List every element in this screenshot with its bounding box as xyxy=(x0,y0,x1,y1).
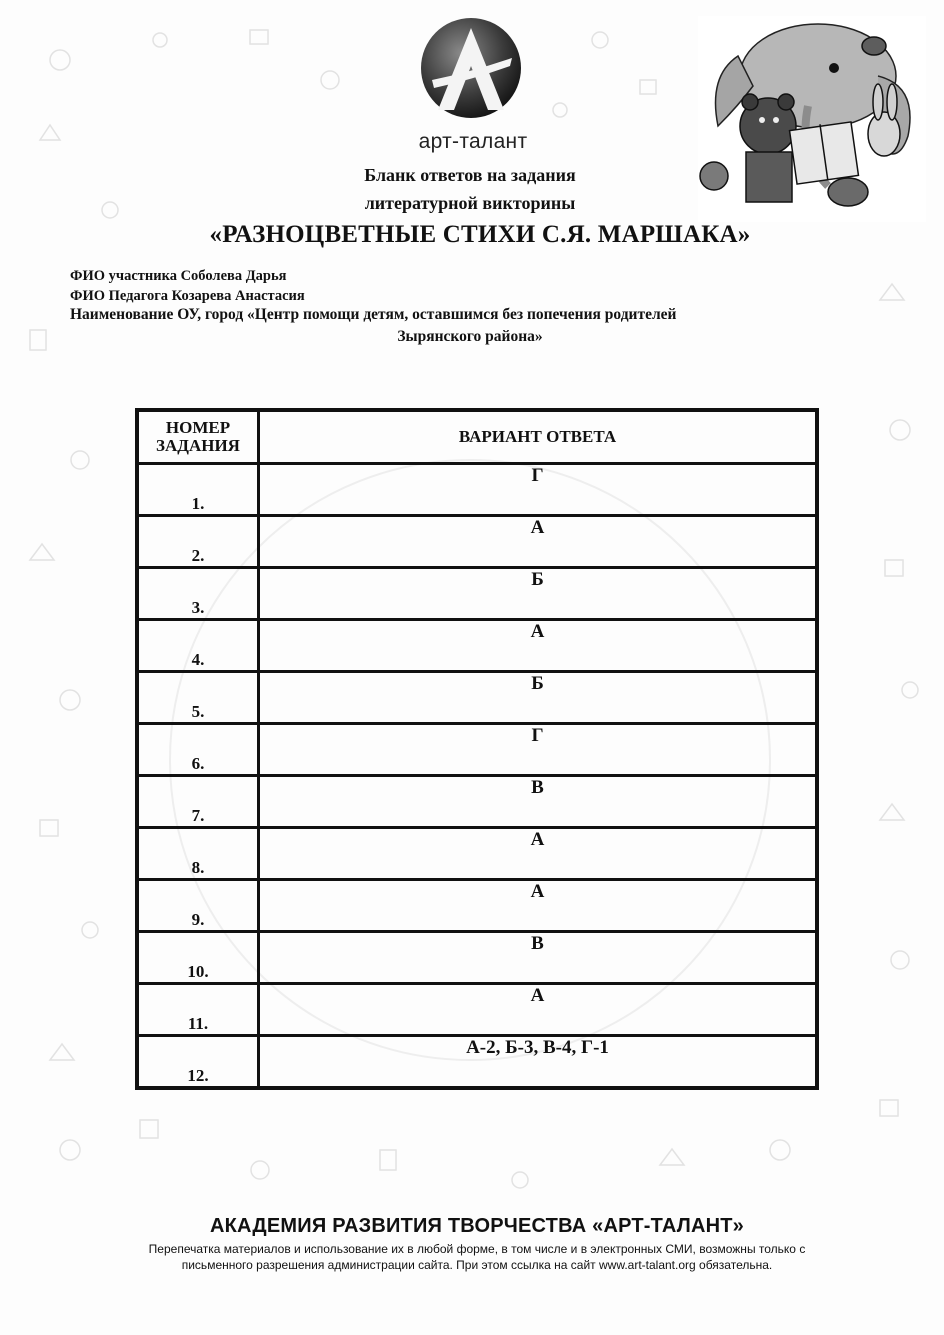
table-row xyxy=(137,620,817,672)
column-header-number: НОМЕР ЗАДАНИЯ xyxy=(137,410,259,464)
answers-table xyxy=(135,408,819,1090)
participant-name: ФИО участника Соболева Дарья xyxy=(70,268,287,284)
footer-academy-name: АКАДЕМИЯ РАЗВИТИЯ ТВОРЧЕСТВА «АРТ-ТАЛАНТ» xyxy=(210,1215,744,1237)
task-number: 9. xyxy=(137,880,259,932)
answer-value: В xyxy=(259,932,818,984)
table-row xyxy=(137,932,817,984)
task-number: 1. xyxy=(137,464,259,516)
art-talant-logo xyxy=(418,14,524,126)
answer-value: А-2, Б-3, В-4, Г-1 xyxy=(259,1036,818,1088)
institution-line1: Наименование ОУ, город «Центр помощи детям, оставшимся без попечения родителей xyxy=(70,306,677,323)
brand-name: арт-талант xyxy=(418,130,528,153)
task-number: 11. xyxy=(137,984,259,1036)
task-number: 7. xyxy=(137,776,259,828)
table-row xyxy=(137,464,817,516)
answer-value: Г xyxy=(259,724,818,776)
table-row xyxy=(137,568,817,620)
table-row xyxy=(137,776,817,828)
task-number: 8. xyxy=(137,828,259,880)
answer-value: Б xyxy=(259,568,818,620)
answer-value: В xyxy=(259,776,818,828)
illustration-elephant-animals xyxy=(698,16,926,222)
quiz-title: «РАЗНОЦВЕТНЫЕ СТИХИ С.Я. МАРШАКА» xyxy=(209,221,751,248)
footer-copyright-note xyxy=(100,1241,854,1273)
footer-note-line1: Перепечатка материалов и использование их в любой форме, в том числе и в электронных СМИ, возможны только с xyxy=(148,1242,806,1256)
table-row xyxy=(137,880,817,932)
table-header-row xyxy=(137,410,817,464)
task-number: 5. xyxy=(137,672,259,724)
form-heading-line1: Бланк ответов на задания xyxy=(364,165,576,185)
answer-value: А xyxy=(259,880,818,932)
answer-value: А xyxy=(259,828,818,880)
task-number: 12. xyxy=(137,1036,259,1088)
table-row xyxy=(137,724,817,776)
teacher-name: ФИО Педагога Козарева Анастасия xyxy=(70,288,305,304)
answer-value: А xyxy=(259,984,818,1036)
answer-value: А xyxy=(259,516,818,568)
answer-value: Г xyxy=(259,464,818,516)
task-number: 4. xyxy=(137,620,259,672)
footer-note-line2: письменного разрешения администрации сайта. При этом ссылка на сайт www.art-talant.org обязательна. xyxy=(181,1258,773,1272)
answer-value: Б xyxy=(259,672,818,724)
column-header-answer: ВАРИАНТ ОТВЕТА xyxy=(259,410,818,464)
task-number: 10. xyxy=(137,932,259,984)
table-row xyxy=(137,1036,817,1088)
institution-line2: Зырянского района» xyxy=(397,328,543,345)
task-number: 2. xyxy=(137,516,259,568)
form-heading-line2: литературной викторины xyxy=(364,193,576,213)
task-number: 6. xyxy=(137,724,259,776)
task-number: 3. xyxy=(137,568,259,620)
table-row xyxy=(137,828,817,880)
table-row xyxy=(137,516,817,568)
table-row xyxy=(137,672,817,724)
table-row xyxy=(137,984,817,1036)
answer-value: А xyxy=(259,620,818,672)
